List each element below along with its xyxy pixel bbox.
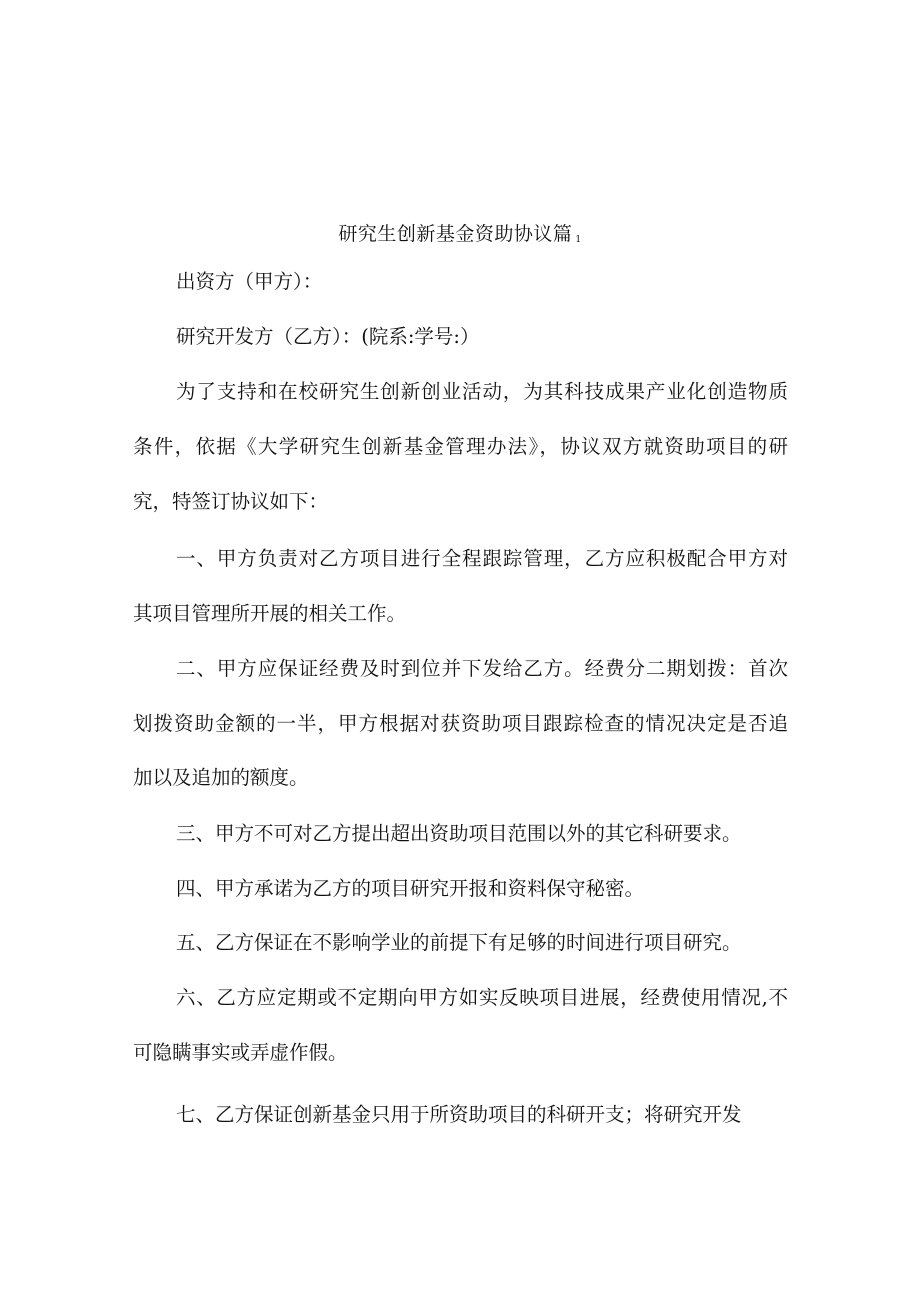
clause-7-line-1: 七、乙方保证创新基金只用于所资助项目的科研开支；将研究开发 — [176, 1103, 742, 1126]
clause-1-line-1: 一、甲方负责对乙方项目进行全程跟踪管理，乙方应积极配合甲方对 — [176, 547, 788, 570]
clause-5-line-1: 五、乙方保证在不影响学业的前提下有足够的时间进行项目研究。 — [176, 931, 742, 954]
clause-6-line-1: 六、乙方应定期或不定期向甲方如实反映项目进展，经费使用情况,不 — [176, 986, 788, 1009]
clause-2-line-1: 二、甲方应保证经费及时到位并下发给乙方。经费分二期划拨：首次 — [176, 657, 788, 680]
document-title — [0, 220, 920, 252]
clause-2-line-2: 划拨资助金额的一半，甲方根据对获资助项目跟踪检查的情况决定是否追 — [133, 712, 788, 735]
clause-6-line-2: 可隐瞒事实或弄虚作假。 — [133, 1041, 348, 1064]
preamble-line-2: 条件，依据《大学研究生创新基金管理办法》，协议双方就资助项目的研 — [133, 435, 788, 458]
clause-2-line-3: 加以及追加的额度。 — [133, 766, 309, 789]
preamble-line-3: 究，特签订协议如下： — [133, 490, 329, 513]
party-a-line: 出资方（甲方）： — [176, 270, 323, 293]
clause-1-line-2: 其项目管理所开展的相关工作。 — [133, 602, 407, 625]
preamble-line-1: 为了支持和在校研究生创新创业活动，为其科技成果产业化创造物质 — [176, 380, 788, 403]
title-superscript-mark: 1 — [575, 235, 582, 245]
party-b-line: 研究开发方（乙方）：(院系:学号:） — [176, 325, 480, 348]
document-title-text: 研究生创新基金资助协议篇 — [338, 223, 573, 245]
clause-4-line-1: 四、甲方承诺为乙方的项目研究开报和资料保守秘密。 — [176, 877, 645, 900]
clause-3-line-1: 三、甲方不可对乙方提出超出资助项目范围以外的其它科研要求。 — [176, 822, 742, 845]
